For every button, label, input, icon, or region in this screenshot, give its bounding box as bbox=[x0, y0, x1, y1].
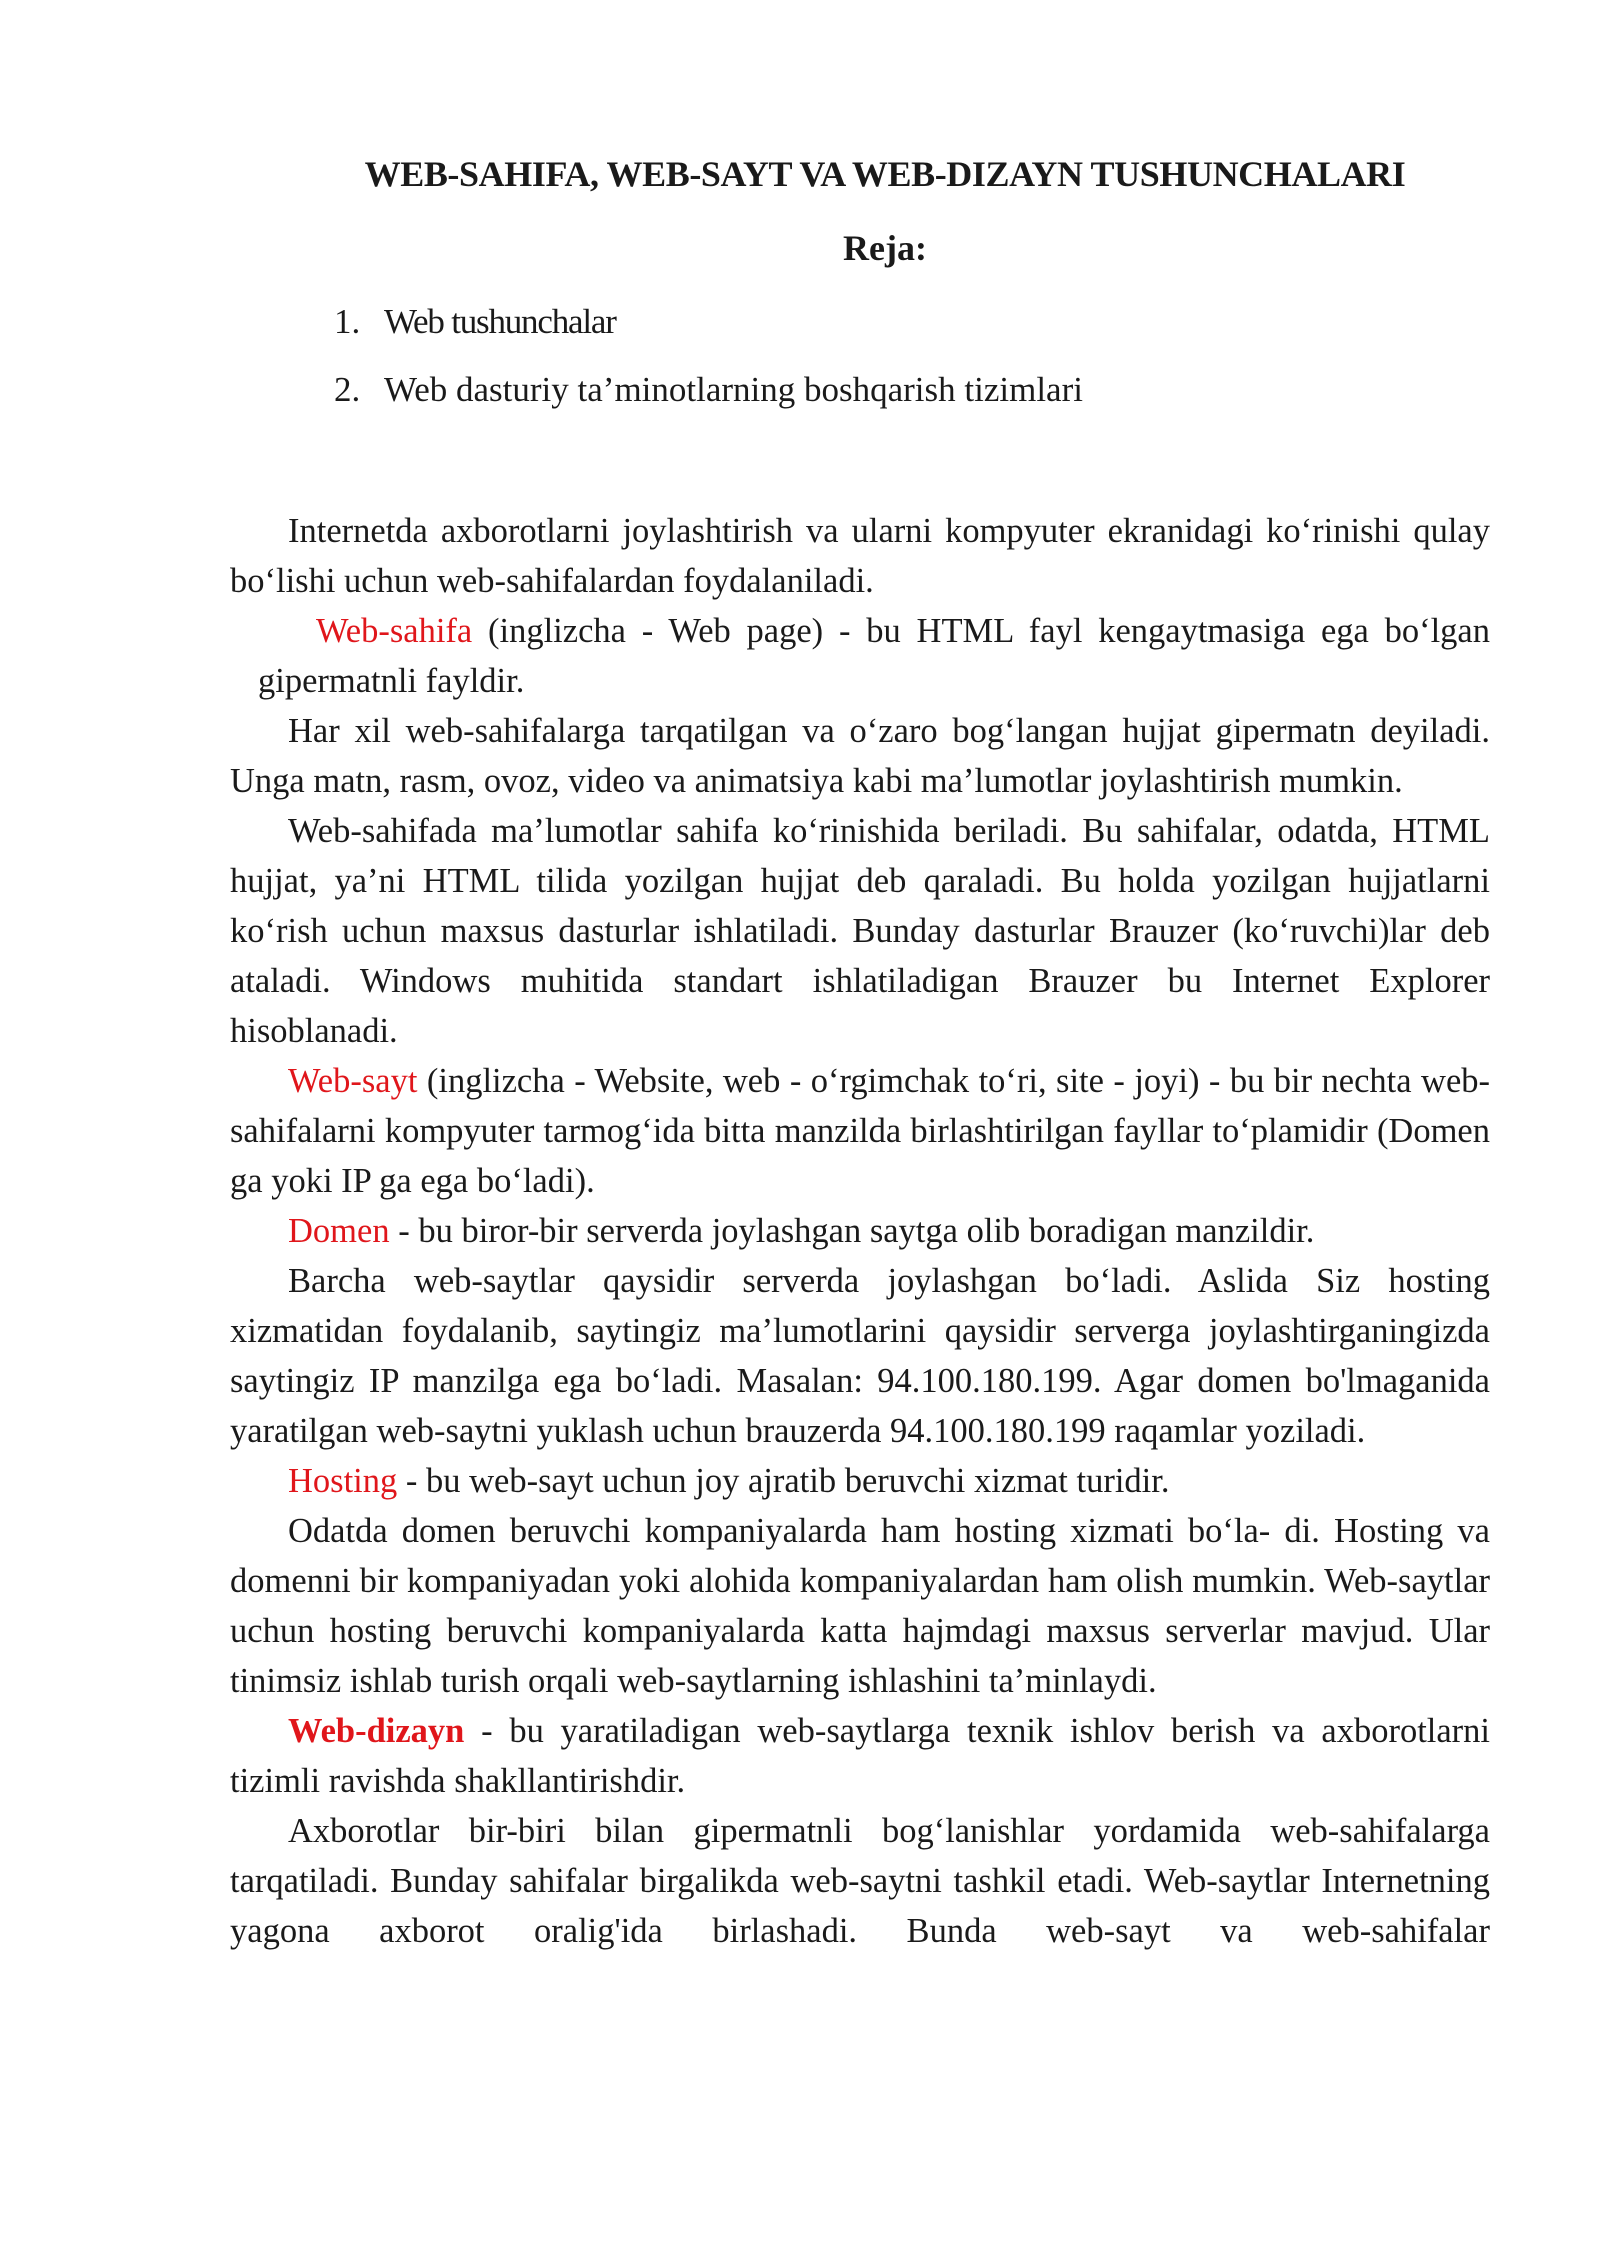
paragraph-server-ip bbox=[230, 1256, 1490, 1456]
term-hosting: Hosting bbox=[288, 1462, 398, 1500]
plan-list bbox=[334, 298, 1083, 434]
paragraph-intro bbox=[230, 506, 1490, 606]
paragraph-text: Internetda axborotlarni joylashtirish va ularni kompyuter ekranidagi ko‘rinishi qulay bo‘lishi uchun web-sahifalardan foydalaniladi. bbox=[230, 512, 1490, 600]
paragraph-text: (inglizcha - Web page) - bu HTML fayl kengaytmasiga ega bo‘lgan gipermatnli fayldir. bbox=[258, 612, 1490, 700]
paragraph-hosting-details bbox=[230, 1506, 1490, 1706]
term-web-sahifa: Web-sahifa bbox=[316, 612, 473, 650]
plan-item bbox=[334, 298, 1083, 366]
term-domen: Domen bbox=[288, 1212, 390, 1250]
paragraph-text: - bu web-sayt uchun joy ajratib beruvchi xizmat turidir. bbox=[397, 1462, 1170, 1500]
paragraph-axborotlar bbox=[230, 1806, 1490, 1956]
term-web-dizayn: Web-dizayn bbox=[288, 1712, 465, 1750]
plan-item-text: Web dasturiy ta’minotlarning boshqarish tizimlari bbox=[384, 370, 1083, 409]
paragraph-domen bbox=[230, 1206, 1490, 1256]
paragraph-gipermatn bbox=[230, 706, 1490, 806]
plan-heading: Reja: bbox=[843, 228, 927, 268]
plan-item bbox=[334, 366, 1083, 434]
paragraph-text: Axborotlar bir-biri bilan gipermatnli bog‘lanishlar yordamida web-sahifalarga tarqatiladi. Bunday sahifalar birgalikda web-saytni tashkil etadi. Web-saytlar Internetning yagona axborot oralig'ida birlashadi. Bunda web-sayt va web-sahifalar bbox=[230, 1812, 1490, 1950]
paragraph-brauzer bbox=[230, 806, 1490, 1056]
paragraph-text: Barcha web-saytlar qaysidir serverda joylashgan bo‘ladi. Aslida Siz hosting xizmatidan foydalanib, saytingiz ma’lumotlarini qaysidir serverga joylashtirganingizda saytingiz IP manzilga ega bo‘ladi. Masalan: 94.100.180.199. Agar domen bo'lmaganida yaratilgan web-saytni yuklash uchun brauzerda 94.100.180.199 raqamlar yoziladi. bbox=[230, 1262, 1490, 1450]
plan-item-number: 1. bbox=[334, 302, 361, 341]
paragraph-hosting bbox=[230, 1456, 1490, 1506]
body-text bbox=[230, 506, 1490, 1956]
plan-item-number: 2. bbox=[334, 370, 361, 409]
paragraph-web-sahifa bbox=[230, 606, 1490, 706]
paragraph-text: Har xil web-sahifalarga tarqatilgan va o‘zaro bog‘langan hujjat gipermatn deyiladi. Unga matn, rasm, ovoz, video va animatsiya kabi ma’lumotlar joylashtirish mumkin. bbox=[230, 712, 1490, 800]
paragraph-text: Odatda domen beruvchi kompaniyalarda ham hosting xizmati bo‘la- di. Hosting va domenni bir kompaniyadan yoki alohida kompaniyalardan ham olish mumkin. Web-saytlar uchun hosting beruvchi kompaniyalarda katta hajmdagi maxsus serverlar mavjud. Ular tinimsiz ishlab turish orqali web-saytlarning ishlashini ta’minlaydi. bbox=[230, 1512, 1490, 1700]
document-title: WEB-SAHIFA, WEB-SAYT VA WEB-DIZAYN TUSHUNCHALARI bbox=[364, 154, 1406, 194]
paragraph-text: - bu biror-bir serverda joylashgan saytga olib boradigan manzildir. bbox=[389, 1212, 1315, 1250]
plan-item-text: Web tushunchalar bbox=[384, 302, 616, 341]
paragraph-text: Web-sahifada ma’lumotlar sahifa ko‘rinishida beriladi. Bu sahifalar, odatda, HTML hujjat, ya’ni HTML tilida yozilgan hujjat deb qaraladi. Bu holda yozilgan hujjatlarni ko‘rish uchun maxsus dasturlar ishlatiladi. Bunday dasturlar Brauzer (ko‘ruvchi)lar deb ataladi. Windows muhitida standart ishlatiladigan Brauzer bu Internet Explorer hisoblanadi. bbox=[230, 812, 1490, 1050]
term-web-sayt: Web-sayt bbox=[288, 1062, 418, 1100]
paragraph-web-sayt bbox=[230, 1056, 1490, 1206]
paragraph-text: (inglizcha - Website, web - o‘rgimchak to‘ri, site - joyi) - bu bir nechta web-sahifalarni kompyuter tarmog‘ida bitta manzilda birlashtirilgan fayllar to‘plamidir (Domen ga yoki IP ga ega bo‘ladi). bbox=[230, 1062, 1490, 1200]
paragraph-web-dizayn bbox=[230, 1706, 1490, 1806]
paragraph-text: - bu yaratiladigan web-saytlarga texnik ishlov berish va axborotlarni tizimli ravishda shakllantirishdir. bbox=[230, 1712, 1490, 1800]
